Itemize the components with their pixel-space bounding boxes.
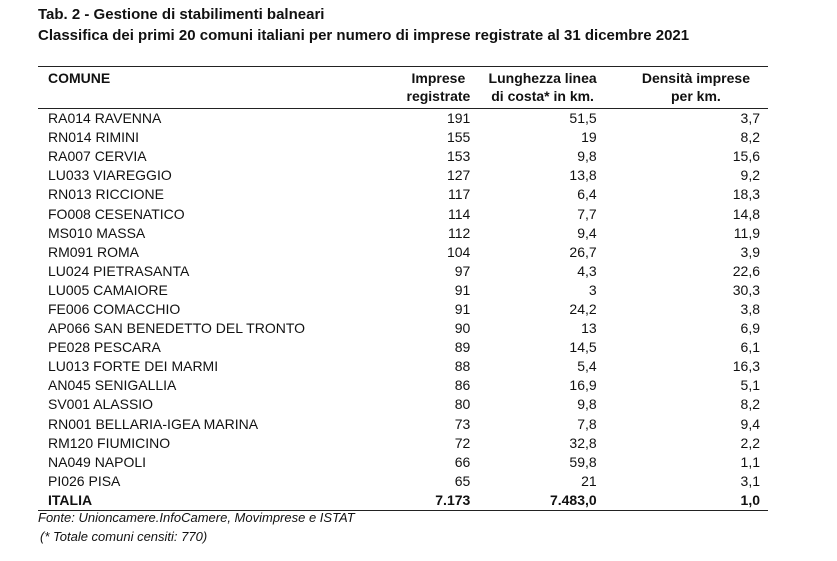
cell-densita: 14,8 — [732, 205, 760, 222]
header-densita-line1: Densità imprese — [641, 70, 750, 86]
header-lunghezza-line2: di costa* in km. — [491, 88, 594, 104]
table-row — [38, 434, 768, 453]
table-row — [38, 166, 768, 185]
cell-comune: LU024 PIETRASANTA — [48, 262, 190, 279]
table-row — [38, 453, 768, 472]
cell-lunghezza: 13,8 — [569, 167, 597, 184]
total-densita: 1,0 — [597, 491, 768, 511]
cell-lunghezza: 9,8 — [577, 148, 597, 165]
cell-imprese: 114 — [447, 205, 471, 222]
cell-densita: 6,1 — [740, 339, 760, 356]
table-row — [38, 415, 768, 434]
cell-lunghezza: 51,5 — [569, 110, 597, 127]
cell-lunghezza: 26,7 — [569, 243, 597, 260]
table-row — [38, 185, 768, 204]
cell-lunghezza: 7,7 — [577, 205, 597, 222]
cell-imprese: 72 — [454, 434, 471, 451]
cell-imprese: 73 — [454, 415, 471, 432]
cell-comune: LU005 CAMAIORE — [48, 281, 168, 298]
table-row — [38, 281, 768, 300]
cell-densita: 5,1 — [740, 377, 760, 394]
cell-comune: RM120 FIUMICINO — [48, 434, 171, 451]
cell-lunghezza: 59,8 — [569, 453, 597, 470]
cell-densita: 3,1 — [740, 472, 760, 489]
cell-densita: 8,2 — [740, 396, 760, 413]
ranking-table — [38, 66, 768, 511]
footnote: (* Totale comuni censiti: 770) — [40, 529, 208, 544]
cell-lunghezza: 21 — [581, 472, 597, 489]
table-row — [38, 376, 768, 395]
total-comune: ITALIA — [38, 491, 373, 511]
table-row — [38, 224, 768, 243]
cell-comune: LU033 VIAREGGIO — [48, 167, 172, 184]
cell-lunghezza: 24,2 — [569, 300, 597, 317]
header-imprese — [373, 67, 471, 109]
cell-densita: 6,9 — [740, 320, 760, 337]
cell-comune: NA049 NAPOLI — [48, 453, 147, 470]
cell-comune: RN014 RIMINI — [48, 129, 140, 146]
total-lunghezza: 7.483,0 — [470, 491, 596, 511]
cell-lunghezza: 9,8 — [577, 396, 597, 413]
total-row — [38, 491, 768, 511]
cell-comune: RN013 RICCIONE — [48, 186, 164, 203]
cell-densita: 8,2 — [740, 129, 760, 146]
cell-lunghezza: 3 — [588, 281, 597, 298]
table-row — [38, 338, 768, 357]
cell-lunghezza: 5,4 — [577, 358, 597, 375]
header-comune: COMUNE — [38, 67, 373, 109]
cell-imprese: 153 — [446, 148, 471, 165]
cell-comune: MS010 MASSA — [48, 224, 146, 241]
cell-lunghezza: 9,4 — [577, 224, 597, 241]
table-row — [38, 128, 768, 147]
cell-comune: AP066 SAN BENEDETTO DEL TRONTO — [48, 320, 306, 337]
cell-densita: 11,9 — [733, 224, 760, 241]
table-row — [38, 262, 768, 281]
cell-comune: AN045 SENIGALLIA — [48, 377, 177, 394]
cell-densita: 15,6 — [732, 148, 760, 165]
cell-densita: 16,3 — [732, 358, 760, 375]
cell-imprese: 91 — [454, 300, 471, 317]
cell-imprese: 91 — [454, 281, 471, 298]
cell-densita: 22,6 — [732, 262, 760, 279]
cell-densita: 1,1 — [740, 453, 760, 470]
cell-comune: PE028 PESCARA — [48, 339, 161, 356]
table-row — [38, 204, 768, 223]
cell-comune: RM091 ROMA — [48, 243, 140, 260]
cell-imprese: 90 — [454, 320, 471, 337]
header-densita — [597, 67, 768, 109]
cell-imprese: 104 — [446, 243, 471, 260]
header-lunghezza-line1: Lunghezza linea — [488, 70, 597, 86]
cell-comune: SV001 ALASSIO — [48, 396, 154, 413]
cell-comune: RA007 CERVIA — [48, 148, 147, 165]
table-row — [38, 109, 768, 129]
cell-imprese: 155 — [446, 129, 471, 146]
cell-imprese: 65 — [454, 472, 471, 489]
cell-densita: 18,3 — [732, 186, 760, 203]
cell-densita: 30,3 — [732, 281, 760, 298]
header-lunghezza — [470, 67, 596, 109]
cell-lunghezza: 13 — [581, 320, 597, 337]
table-subtitle: Classifica dei primi 20 comuni italiani per numero di imprese registrate al 31 dicembre 2021 — [38, 27, 690, 44]
table-row — [38, 243, 768, 262]
table-row — [38, 319, 768, 338]
cell-imprese: 97 — [454, 262, 471, 279]
cell-imprese: 88 — [454, 358, 471, 375]
cell-lunghezza: 6,4 — [577, 186, 597, 203]
cell-comune: FE006 COMACCHIO — [48, 300, 181, 317]
cell-comune: FO008 CESENATICO — [48, 205, 185, 222]
table-header-row — [38, 67, 768, 109]
table-row — [38, 472, 768, 491]
cell-lunghezza: 16,9 — [569, 377, 597, 394]
total-imprese: 7.173 — [373, 491, 471, 511]
cell-comune: PI026 PISA — [48, 472, 121, 489]
cell-imprese: 117 — [447, 186, 471, 203]
cell-imprese: 66 — [454, 453, 471, 470]
cell-lunghezza: 7,8 — [577, 415, 597, 432]
table-title: Tab. 2 - Gestione di stabilimenti balneari — [38, 6, 325, 23]
cell-imprese: 80 — [454, 396, 471, 413]
header-imprese-line1: Imprese — [411, 70, 466, 86]
cell-densita: 3,7 — [740, 110, 760, 127]
table-row — [38, 357, 768, 376]
table-row — [38, 147, 768, 166]
cell-comune: LU013 FORTE DEI MARMI — [48, 358, 219, 375]
cell-lunghezza: 4,3 — [577, 262, 597, 279]
source-note: Fonte: Unioncamere.InfoCamere, Movimprese e ISTAT — [38, 510, 355, 525]
header-imprese-line2: registrate — [406, 88, 471, 104]
cell-lunghezza: 19 — [581, 129, 597, 146]
cell-comune: RN001 BELLARIA-IGEA MARINA — [48, 415, 259, 432]
cell-lunghezza: 32,8 — [569, 434, 597, 451]
cell-imprese: 89 — [454, 339, 471, 356]
cell-imprese: 86 — [454, 377, 471, 394]
cell-densita: 3,9 — [740, 243, 760, 260]
cell-lunghezza: 14,5 — [569, 339, 597, 356]
table-row — [38, 300, 768, 319]
cell-densita: 9,2 — [740, 167, 760, 184]
header-densita-line2: per km. — [671, 88, 721, 104]
cell-densita: 9,4 — [740, 415, 760, 432]
cell-imprese: 112 — [447, 224, 471, 241]
cell-densita: 3,8 — [740, 300, 760, 317]
cell-comune: RA014 RAVENNA — [48, 110, 162, 127]
cell-densita: 2,2 — [740, 434, 760, 451]
cell-imprese: 127 — [446, 167, 471, 184]
table-row — [38, 395, 768, 414]
cell-imprese: 191 — [446, 110, 471, 127]
